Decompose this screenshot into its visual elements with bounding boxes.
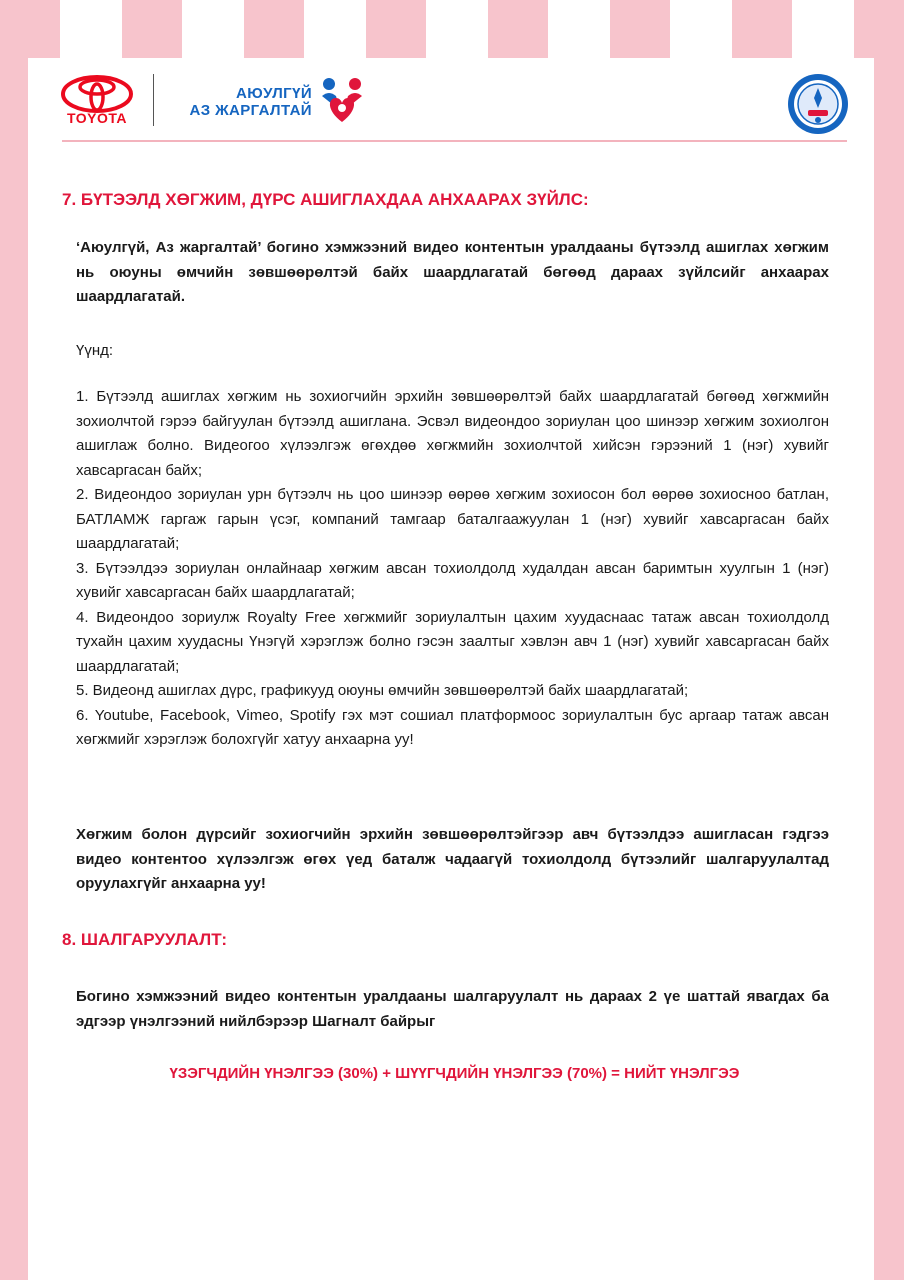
section8-heading: 8. ШАЛГАРУУЛАЛТ: — [62, 930, 228, 949]
toyota-wordmark: TOYOTA — [66, 110, 128, 126]
list-item: 2. Видеондоо зориулан урн бүтээлч нь цоо шинээр өөрөө хөгжим зохиосон бол өөрөө зохиосноо батлан, БАТЛАМЖ гаргаж гарын үсэг, компаний тамгаар баталгаажуулан 1 (нэг) хувийг хавсаргасан байх шаардлагатай; — [76, 486, 829, 552]
right-stripe-border — [874, 0, 904, 1280]
section8-text: Богино хэмжээний видео контентын уралдааны шалгаруулалт нь дараах 2 үе шаттай явагдах ба эдгээр үнэлгээний нийлбэрээр Шагналт байрыг — [76, 988, 829, 1030]
family-heart-icon — [318, 76, 368, 129]
section7-intro: ‘Аюулгүй, Аз жаргалтай’ богино хэмжээний видео контентын уралдааны бүтээлд ашиглах хөгжим нь оюуны өмчийн зөвшөөрөлтэй байх шаардлагатай бөгөөд дараах зүйлсийг анхаарах шаардлагатай. — [76, 239, 829, 305]
copyright-warning: Хөгжим болон дүрсийг зохиогчийн эрхийн зөвшөөрөлтэйгээр авч бүтээлдээ ашигласан гэдгээ видео контентоо хүлээлгэж өгөх үед баталж чадаагүй тохиолдолд бүтээлийг шалгаруулалтад оруулахгүйг анхаарна уу! — [76, 826, 829, 892]
header-separator — [62, 140, 847, 142]
list-item: 3. Бүтээлдээ зориулан онлайнаар хөгжим авсан тохиолдолд худалдан авсан баримтын хуулгын 1 (нэг) хувийг хавсаргасан байх шаардлагатай; — [76, 559, 829, 601]
basis-label: Үүнд: — [76, 342, 114, 359]
list-item: 1. Бүтээлд ашиглах хөгжим нь зохиогчийн эрхийн зөвшөөрөлтэй байх шаардлагатай бөгөөд хөгжмийн зохиолчтой гэрээ байгуулан бүтээлд ашиглана. Эсвэл видеондоо зориулан цоо шинээр хөгжим зохиолгон ашиглаж болно. Видеогоо хүлээлгэж өгөхдөө хөгжмийн зохиолчтой хийсэн гэрээний 1 (нэг) хувийг хавсаргасан байх; — [76, 388, 829, 479]
campaign-title-line2: АЗ ЖАРГАЛТАЙ — [189, 102, 312, 119]
campaign-title-line1: АЮУЛГҮЙ — [235, 85, 312, 102]
list-item: 5. Видеонд ашиглах дүрс, графикууд оюуны өмчийн зөвшөөрөлтэй байх шаардлагатай; — [76, 682, 689, 699]
scoring-formula: ҮЗЭГЧДИЙН ҮНЭЛГЭЭ (30%) + ШҮҮГЧДИЙН ҮНЭЛГЭЭ (70%) = НИЙТ ҮНЭЛГЭЭ — [169, 1065, 740, 1082]
requirements-list — [76, 385, 829, 753]
section7-heading: 7. БҮТЭЭЛД ХӨГЖИМ, ДҮРС АШИГЛАХДАА АНХААРАХ ЗҮЙЛС: — [62, 190, 589, 209]
header-divider — [153, 74, 154, 126]
list-item: 6. Youtube, Facebook, Vimeo, Spotify гэх мэт сошиал платформоос зориулалтын бус аргаар татаж авсан хөгжмийг хэрэглэж болохгүйг хатуу анхаарна уу! — [76, 706, 829, 748]
police-seal-icon — [786, 72, 850, 141]
top-stripe-border — [0, 0, 904, 58]
left-stripe-border — [0, 0, 28, 1280]
list-item: 4. Видеондоо зориулж Royalty Free хөгжмийг зориулалтын цахим хуудаснаас татаж авсан тохиолдолд тухайн цахим хуудасны Үнэгүй хэрэглэж болно гэсэн заалтыг хэвлэн авч 1 (нэг) хувийг хавсаргасан байх шаардлагатай; — [76, 608, 829, 675]
